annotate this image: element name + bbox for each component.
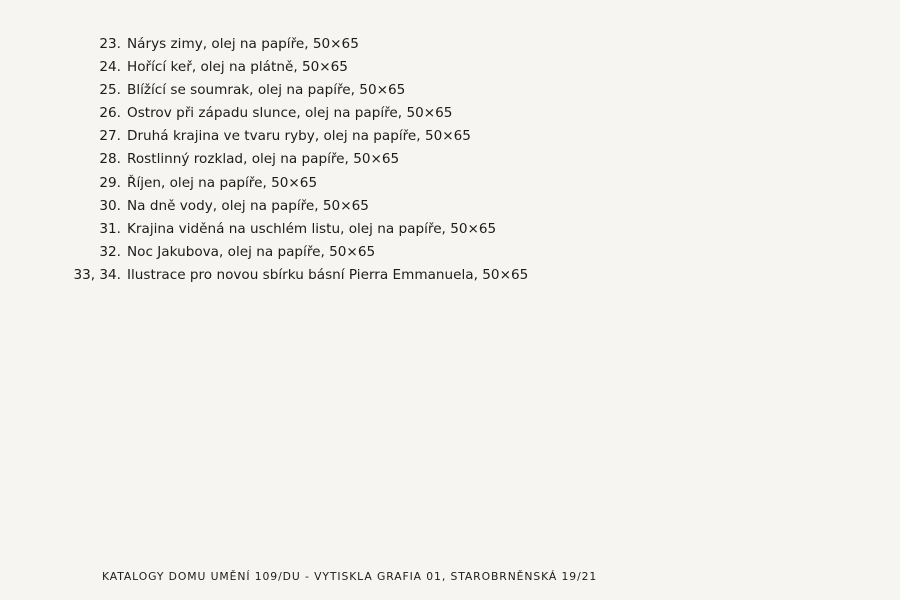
- item-number: 25.: [99, 82, 121, 99]
- item-number: 23.: [99, 36, 121, 52]
- item-text: Ostrov při západu slunce, olej na papíře, 50×65: [127, 105, 453, 122]
- item-number: 27.: [99, 128, 121, 145]
- item-number: 24.: [99, 59, 121, 76]
- item-text: Druhá krajina ve tvaru ryby, olej na papíře, 50×65: [127, 128, 471, 145]
- list-item: [90, 125, 528, 148]
- item-text: Hořící keř, olej na plátně, 50×65: [127, 59, 348, 76]
- list-item: [90, 218, 528, 241]
- item-number: 32.: [99, 243, 121, 260]
- item-text: Nárys zimy, olej na papíře, 50×65: [127, 36, 359, 52]
- list-item: [90, 148, 528, 171]
- item-text: Rostlinný rozklad, olej na papíře, 50×65: [127, 151, 400, 168]
- item-text: Říjen, olej na papíře, 50×65: [127, 174, 318, 191]
- item-text: Krajina viděná na uschlém listu, olej na papíře, 50×65: [127, 220, 497, 237]
- item-text: Na dně vody, olej na papíře, 50×65: [127, 197, 369, 214]
- item-number: 26.: [99, 105, 121, 122]
- item-number: 31.: [99, 220, 121, 237]
- list-item: [90, 102, 528, 125]
- list-item: [90, 195, 528, 218]
- colophon: KATALOGY DOMU UMĚNÍ 109/DU - VYTISKLA GRAFIA 01, STAROBRNĚNSKÁ 19/21: [102, 570, 598, 583]
- catalog-list: [73, 33, 529, 287]
- list-item: [90, 33, 528, 56]
- list-item: [90, 79, 528, 102]
- item-number: 30.: [99, 197, 121, 214]
- list-item: [90, 172, 528, 195]
- item-number: 28.: [99, 151, 121, 168]
- list-item: [90, 241, 528, 264]
- item-text: Blížící se soumrak, olej na papíře, 50×65: [127, 82, 406, 99]
- item-number: 29.: [99, 174, 121, 191]
- item-number: 33, 34.: [73, 266, 121, 283]
- item-text: Noc Jakubova, olej na papíře, 50×65: [127, 243, 376, 260]
- list-item: [73, 264, 529, 287]
- list-item: [90, 56, 528, 79]
- item-text: Ilustrace pro novou sbírku básní Pierra Emmanuela, 50×65: [127, 266, 529, 283]
